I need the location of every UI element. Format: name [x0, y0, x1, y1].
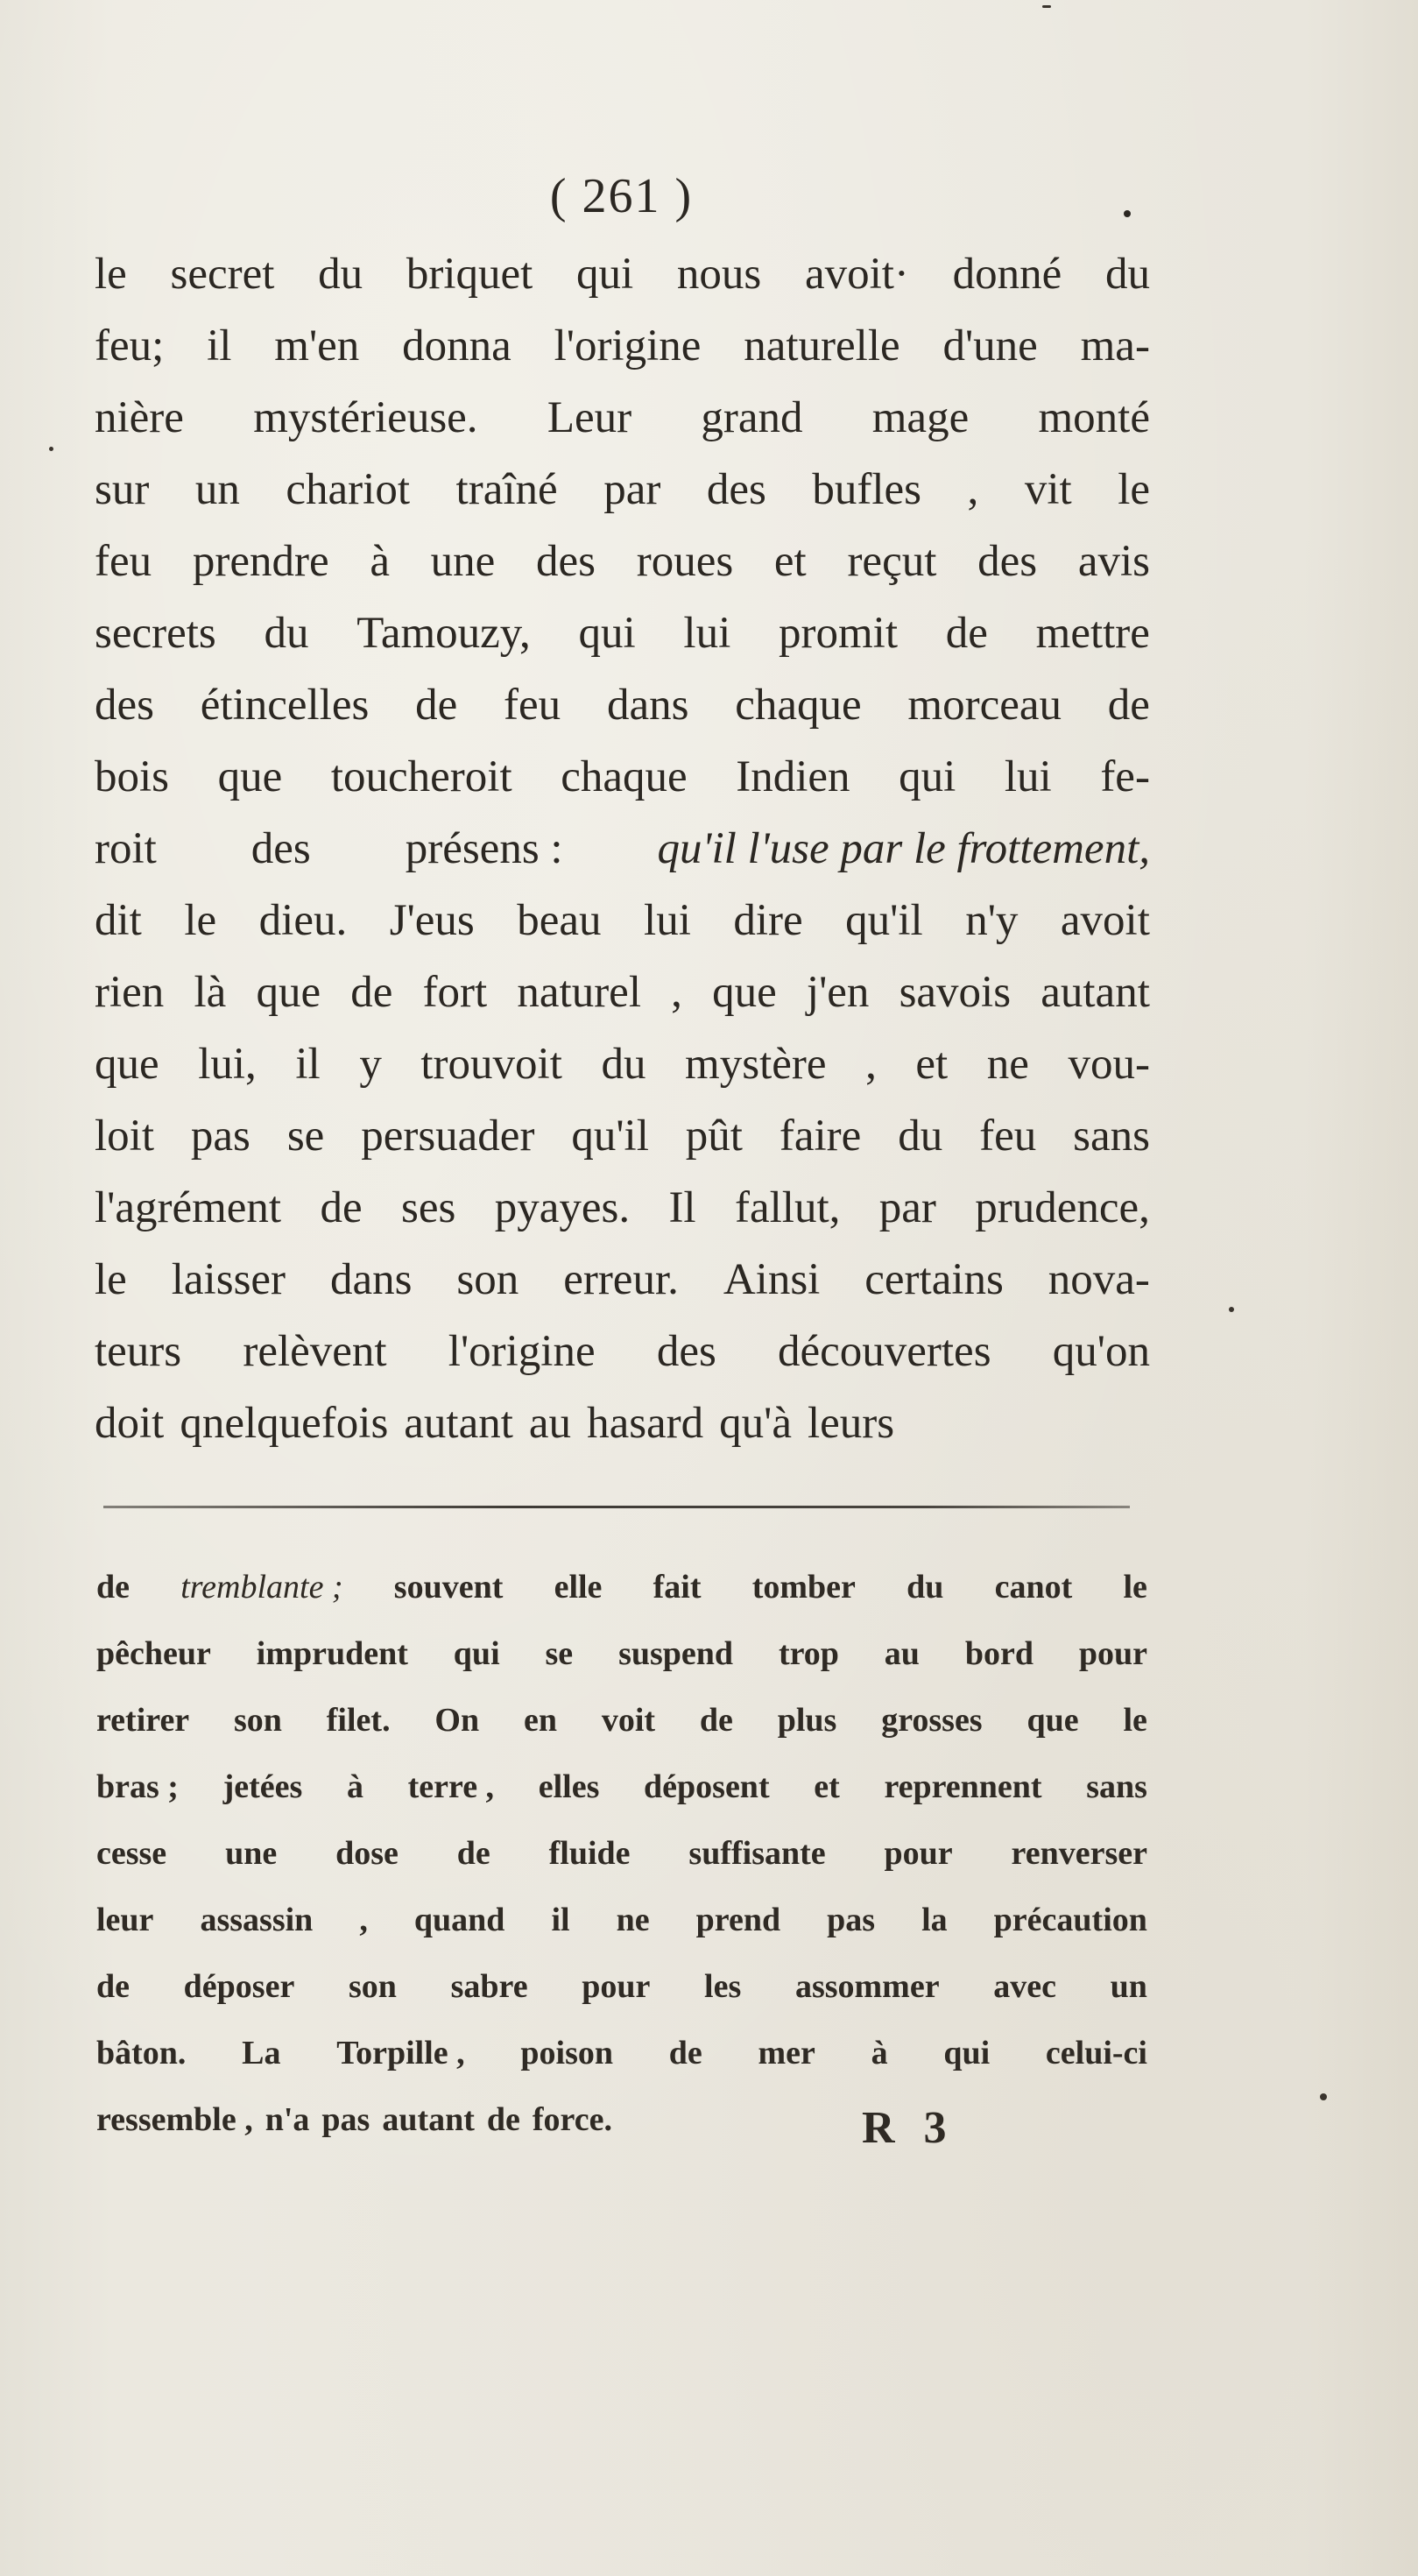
body-word: des: [536, 537, 596, 586]
body-word: qu'à: [719, 1399, 792, 1448]
body-word: avoit: [1060, 896, 1150, 945]
body-word: le: [95, 1255, 127, 1304]
body-word: feu: [979, 1112, 1037, 1161]
body-word: reçut: [847, 537, 937, 586]
body-word: le: [184, 896, 217, 945]
body-word: lui: [1004, 752, 1052, 801]
body-word: morceau: [907, 681, 1062, 730]
note-word: à: [346, 1768, 363, 1805]
note-word: bras ;: [96, 1768, 179, 1805]
body-line: [95, 1387, 1150, 1459]
note-word: de: [668, 2035, 702, 2071]
note-word: trop: [778, 1635, 839, 1672]
note-word: plus: [777, 1702, 837, 1739]
body-word: que: [256, 968, 321, 1017]
note-word: fait: [653, 1569, 702, 1606]
body-word: et: [915, 1040, 949, 1089]
body-line: [95, 526, 1150, 597]
ink-speck: [49, 447, 53, 451]
body-word: du: [898, 1112, 943, 1161]
body-word: certains: [864, 1255, 1004, 1304]
body-word: à: [370, 537, 390, 586]
body-line: [95, 454, 1150, 526]
body-word: l'origine: [554, 321, 702, 371]
note-word: Torpille ,: [336, 2035, 465, 2071]
body-word: sur: [95, 465, 150, 514]
note-word: imprudent: [256, 1635, 408, 1672]
body-word: relèvent: [243, 1327, 387, 1376]
body-word: bufles: [812, 465, 921, 514]
body-word: son: [456, 1255, 519, 1304]
body-word: pût: [685, 1112, 743, 1161]
body-word: se: [286, 1112, 325, 1161]
body-word: y: [359, 1040, 382, 1089]
body-line: [95, 956, 1150, 1028]
main-text-block: [95, 238, 1150, 1459]
body-word: beau: [517, 896, 602, 945]
body-word: par: [603, 465, 661, 514]
note-word: du: [907, 1569, 944, 1606]
note-word: retirer: [96, 1702, 190, 1739]
note-word: il: [551, 1902, 570, 1938]
note-word: déposer: [183, 1968, 295, 2005]
body-line: [95, 885, 1150, 956]
note-word: n'a: [265, 2101, 310, 2138]
body-word: sans: [1073, 1112, 1150, 1161]
body-word: ses: [400, 1183, 456, 1232]
note-line: [96, 1887, 1147, 1953]
ink-speck: [1042, 5, 1051, 8]
body-word: il: [207, 321, 232, 371]
body-word: l'agrément: [95, 1183, 282, 1232]
note-word: elles: [538, 1768, 600, 1805]
body-word: et: [773, 537, 807, 586]
body-line: [95, 382, 1150, 454]
body-word: de: [350, 968, 393, 1017]
body-word: pas: [190, 1112, 250, 1161]
body-word: n'y: [965, 896, 1019, 945]
note-word: prend: [695, 1902, 781, 1938]
note-word: pour: [1078, 1635, 1147, 1672]
body-line: [95, 669, 1150, 741]
note-word: à: [871, 2035, 888, 2071]
body-line: [95, 813, 1150, 885]
note-line: [96, 2020, 1147, 2086]
body-word: que: [217, 752, 283, 801]
note-word: pour: [582, 1968, 651, 2005]
body-word: j'en: [806, 968, 870, 1017]
note-word: pas: [321, 2101, 370, 2138]
body-word: monté: [1038, 393, 1150, 442]
note-word: un: [1110, 1968, 1147, 2005]
body-word: mage: [871, 393, 970, 442]
body-word: teurs: [95, 1327, 182, 1376]
body-word: naturel: [517, 968, 641, 1017]
note-word: On: [434, 1702, 480, 1739]
body-word: persuader: [361, 1112, 535, 1161]
note-word: poison: [520, 2035, 614, 2071]
body-word: secret: [170, 250, 275, 299]
body-word: au: [528, 1399, 572, 1448]
body-word: d'une: [942, 321, 1038, 371]
note-word: en: [523, 1702, 557, 1739]
note-word: cesse: [96, 1835, 167, 1872]
body-word: roues: [636, 537, 734, 586]
body-word: qui: [578, 609, 636, 658]
body-word: l'origine: [448, 1327, 596, 1376]
note-word: voit: [601, 1702, 656, 1739]
note-word: renverser: [1011, 1835, 1147, 1872]
body-word: briquet: [406, 250, 533, 299]
note-word: pêcheur: [96, 1635, 211, 1672]
note-word: reprennent: [884, 1768, 1042, 1805]
body-word: toucheroit: [330, 752, 512, 801]
body-word: étincelles: [200, 681, 370, 730]
body-word: des: [706, 465, 766, 514]
body-word: m'en: [274, 321, 360, 371]
body-word: loit: [95, 1112, 155, 1161]
note-word: de: [486, 2101, 520, 2138]
body-word: fort: [422, 968, 488, 1017]
note-word: de: [96, 1569, 130, 1606]
ink-speck: [1229, 1307, 1234, 1312]
body-word: donné: [952, 250, 1062, 299]
body-word: roit: [95, 824, 157, 873]
body-word: du: [601, 1040, 646, 1089]
body-word: chariot: [286, 465, 411, 514]
body-word: qu'il l'use par le frottement,: [657, 824, 1150, 873]
body-line: [95, 310, 1150, 382]
note-word: sabre: [450, 1968, 528, 2005]
body-word: nous: [676, 250, 762, 299]
note-word: dose: [335, 1835, 399, 1872]
note-word: canot: [994, 1569, 1073, 1606]
body-line: [95, 1316, 1150, 1387]
body-word: chaque: [561, 752, 688, 801]
note-word: que: [1026, 1702, 1079, 1739]
body-word: mystérieuse.: [253, 393, 478, 442]
body-word: rien: [95, 968, 165, 1017]
body-line: [95, 597, 1150, 669]
note-word: elle: [554, 1569, 603, 1606]
body-word: Tamouzy,: [356, 609, 531, 658]
footnote-block: [96, 1554, 1147, 2153]
note-word: souvent: [393, 1569, 504, 1606]
body-line: [95, 1100, 1150, 1172]
note-line: [96, 1687, 1147, 1754]
note-word: le: [1123, 1569, 1147, 1606]
note-word: le: [1123, 1702, 1147, 1739]
note-word: de: [699, 1702, 733, 1739]
note-word: et: [814, 1768, 840, 1805]
body-word: de: [415, 681, 458, 730]
body-word: ma-: [1080, 321, 1150, 371]
note-word: son: [349, 1968, 397, 2005]
body-word: naturelle: [744, 321, 900, 371]
body-word: qu'on: [1052, 1327, 1150, 1376]
note-word: mer: [758, 2035, 815, 2071]
body-word: lui,: [198, 1040, 257, 1089]
note-word: grosses: [881, 1702, 983, 1739]
body-word: prudence,: [975, 1183, 1150, 1232]
body-word: feu: [95, 537, 152, 586]
page-number-header: ( 261 ): [549, 169, 694, 223]
note-word: terre ,: [407, 1768, 495, 1805]
note-word: assommer: [794, 1968, 940, 2005]
body-word: Il: [668, 1183, 696, 1232]
body-word: du: [1104, 250, 1150, 299]
body-word: par: [878, 1183, 936, 1232]
body-word: donna: [402, 321, 511, 371]
note-line: [96, 1953, 1147, 2020]
note-word: suspend: [618, 1635, 734, 1672]
note-word: tomber: [751, 1569, 856, 1606]
body-word: vit: [1024, 465, 1072, 514]
note-word: bord: [964, 1635, 1034, 1672]
body-word: dire: [733, 896, 803, 945]
body-word: il: [295, 1040, 321, 1089]
note-word: pas: [827, 1902, 876, 1938]
body-word: qui: [899, 752, 956, 801]
note-word: autant: [382, 2101, 475, 2138]
note-word: filet.: [326, 1702, 391, 1739]
body-line: [95, 1244, 1150, 1316]
note-word: au: [884, 1635, 920, 1672]
note-word: de: [96, 1968, 130, 2005]
note-word: pour: [884, 1835, 953, 1872]
body-word: de: [1107, 681, 1150, 730]
body-line: [95, 1172, 1150, 1244]
body-word: qu'il: [845, 896, 923, 945]
body-word: hasard: [587, 1399, 704, 1448]
body-word: grand: [701, 393, 803, 442]
note-word: les: [704, 1968, 742, 2005]
body-word: mettre: [1035, 609, 1150, 658]
body-word: des: [250, 824, 311, 873]
note-word: fluide: [548, 1835, 631, 1872]
body-word: pyayes.: [494, 1183, 631, 1232]
body-word: du: [318, 250, 363, 299]
ink-speck: [1320, 2093, 1327, 2100]
body-word: découvertes: [778, 1327, 991, 1376]
note-line: [96, 1620, 1147, 1687]
body-word: feu: [504, 681, 561, 730]
body-word: Leur: [547, 393, 632, 442]
body-word: leurs: [808, 1399, 895, 1448]
body-word: prendre: [192, 537, 329, 586]
body-word: chaque: [735, 681, 862, 730]
note-word: précaution: [993, 1902, 1147, 1938]
note-word: quand: [413, 1902, 505, 1938]
footnote-separator-rule: [103, 1506, 1130, 1508]
body-word: autant: [1041, 968, 1150, 1017]
body-word: le: [1118, 465, 1150, 514]
body-word: Ainsi: [723, 1255, 821, 1304]
body-word: dans: [329, 1255, 413, 1304]
body-word: vou-: [1068, 1040, 1150, 1089]
body-word: promit: [779, 609, 899, 658]
body-word: dit: [95, 896, 142, 945]
note-word: qui: [943, 2035, 991, 2071]
note-word: assassin: [200, 1902, 314, 1938]
note-word: ,: [359, 1902, 368, 1938]
note-word: jetées: [222, 1768, 303, 1805]
body-word: traîné: [455, 465, 558, 514]
body-word: qnelquefois: [180, 1399, 389, 1448]
note-word: qui: [453, 1635, 500, 1672]
body-word: autant: [404, 1399, 513, 1448]
body-word: faire: [779, 1112, 862, 1161]
body-word: dieu.: [258, 896, 348, 945]
note-word: la: [921, 1902, 948, 1938]
body-word: nière: [95, 393, 184, 442]
body-word: savois: [899, 968, 1012, 1017]
body-word: fe-: [1100, 752, 1150, 801]
body-word: qu'il: [571, 1112, 649, 1161]
body-word: doit: [95, 1399, 165, 1448]
body-word: J'eus: [389, 896, 475, 945]
note-word: celui-ci: [1045, 2035, 1147, 2071]
body-word: ,: [671, 968, 682, 1017]
note-word: bâton.: [96, 2035, 187, 2071]
body-word: des: [95, 681, 154, 730]
note-line: [96, 1754, 1147, 1820]
note-word: sans: [1086, 1768, 1147, 1805]
note-word: son: [234, 1702, 282, 1739]
body-word: présens :: [405, 824, 563, 873]
body-word: ne: [986, 1040, 1029, 1089]
note-word: avec: [993, 1968, 1056, 2005]
body-word: une: [430, 537, 496, 586]
body-word: avoit·: [804, 250, 909, 299]
body-word: un: [194, 465, 240, 514]
body-word: laisser: [171, 1255, 286, 1304]
body-word: le: [95, 250, 127, 299]
body-word: erreur.: [563, 1255, 679, 1304]
body-word: qui: [576, 250, 634, 299]
note-word: déposent: [644, 1768, 770, 1805]
body-word: bois: [95, 752, 170, 801]
body-word: dans: [606, 681, 689, 730]
body-word: lui: [683, 609, 731, 658]
body-word: là: [194, 968, 227, 1017]
body-word: ,: [967, 465, 979, 514]
signature-mark: R 3: [862, 2103, 956, 2153]
note-word: suffisante: [688, 1835, 826, 1872]
note-word: de: [456, 1835, 490, 1872]
body-word: des: [656, 1327, 716, 1376]
body-word: secrets: [95, 609, 216, 658]
note-line: [96, 1820, 1147, 1887]
note-word: force.: [532, 2101, 612, 2138]
body-word: avis: [1077, 537, 1150, 586]
note-line: [96, 1554, 1147, 1620]
body-word: de: [320, 1183, 363, 1232]
body-word: de: [945, 609, 988, 658]
note-word: leur: [96, 1902, 154, 1938]
body-word: des: [977, 537, 1038, 586]
body-word: ,: [865, 1040, 877, 1089]
body-line: [95, 741, 1150, 813]
body-word: Indien: [736, 752, 850, 801]
body-word: fallut,: [734, 1183, 841, 1232]
body-line: [95, 1028, 1150, 1100]
body-word: nova-: [1048, 1255, 1150, 1304]
body-word: feu;: [95, 321, 165, 371]
note-line: [96, 2086, 1147, 2153]
body-word: lui: [644, 896, 691, 945]
body-word: que: [95, 1040, 159, 1089]
note-word: ne: [616, 1902, 650, 1938]
note-word: La: [242, 2035, 281, 2071]
note-word: se: [545, 1635, 574, 1672]
body-word: mystère: [685, 1040, 827, 1089]
note-word: tremblante ;: [180, 1569, 343, 1606]
note-word: ressemble ,: [96, 2101, 253, 2138]
body-line: [95, 238, 1150, 310]
ink-dot: [1124, 210, 1131, 217]
body-word: trouvoit: [420, 1040, 562, 1089]
body-word: du: [264, 609, 309, 658]
body-word: que: [712, 968, 777, 1017]
note-word: une: [225, 1835, 278, 1872]
